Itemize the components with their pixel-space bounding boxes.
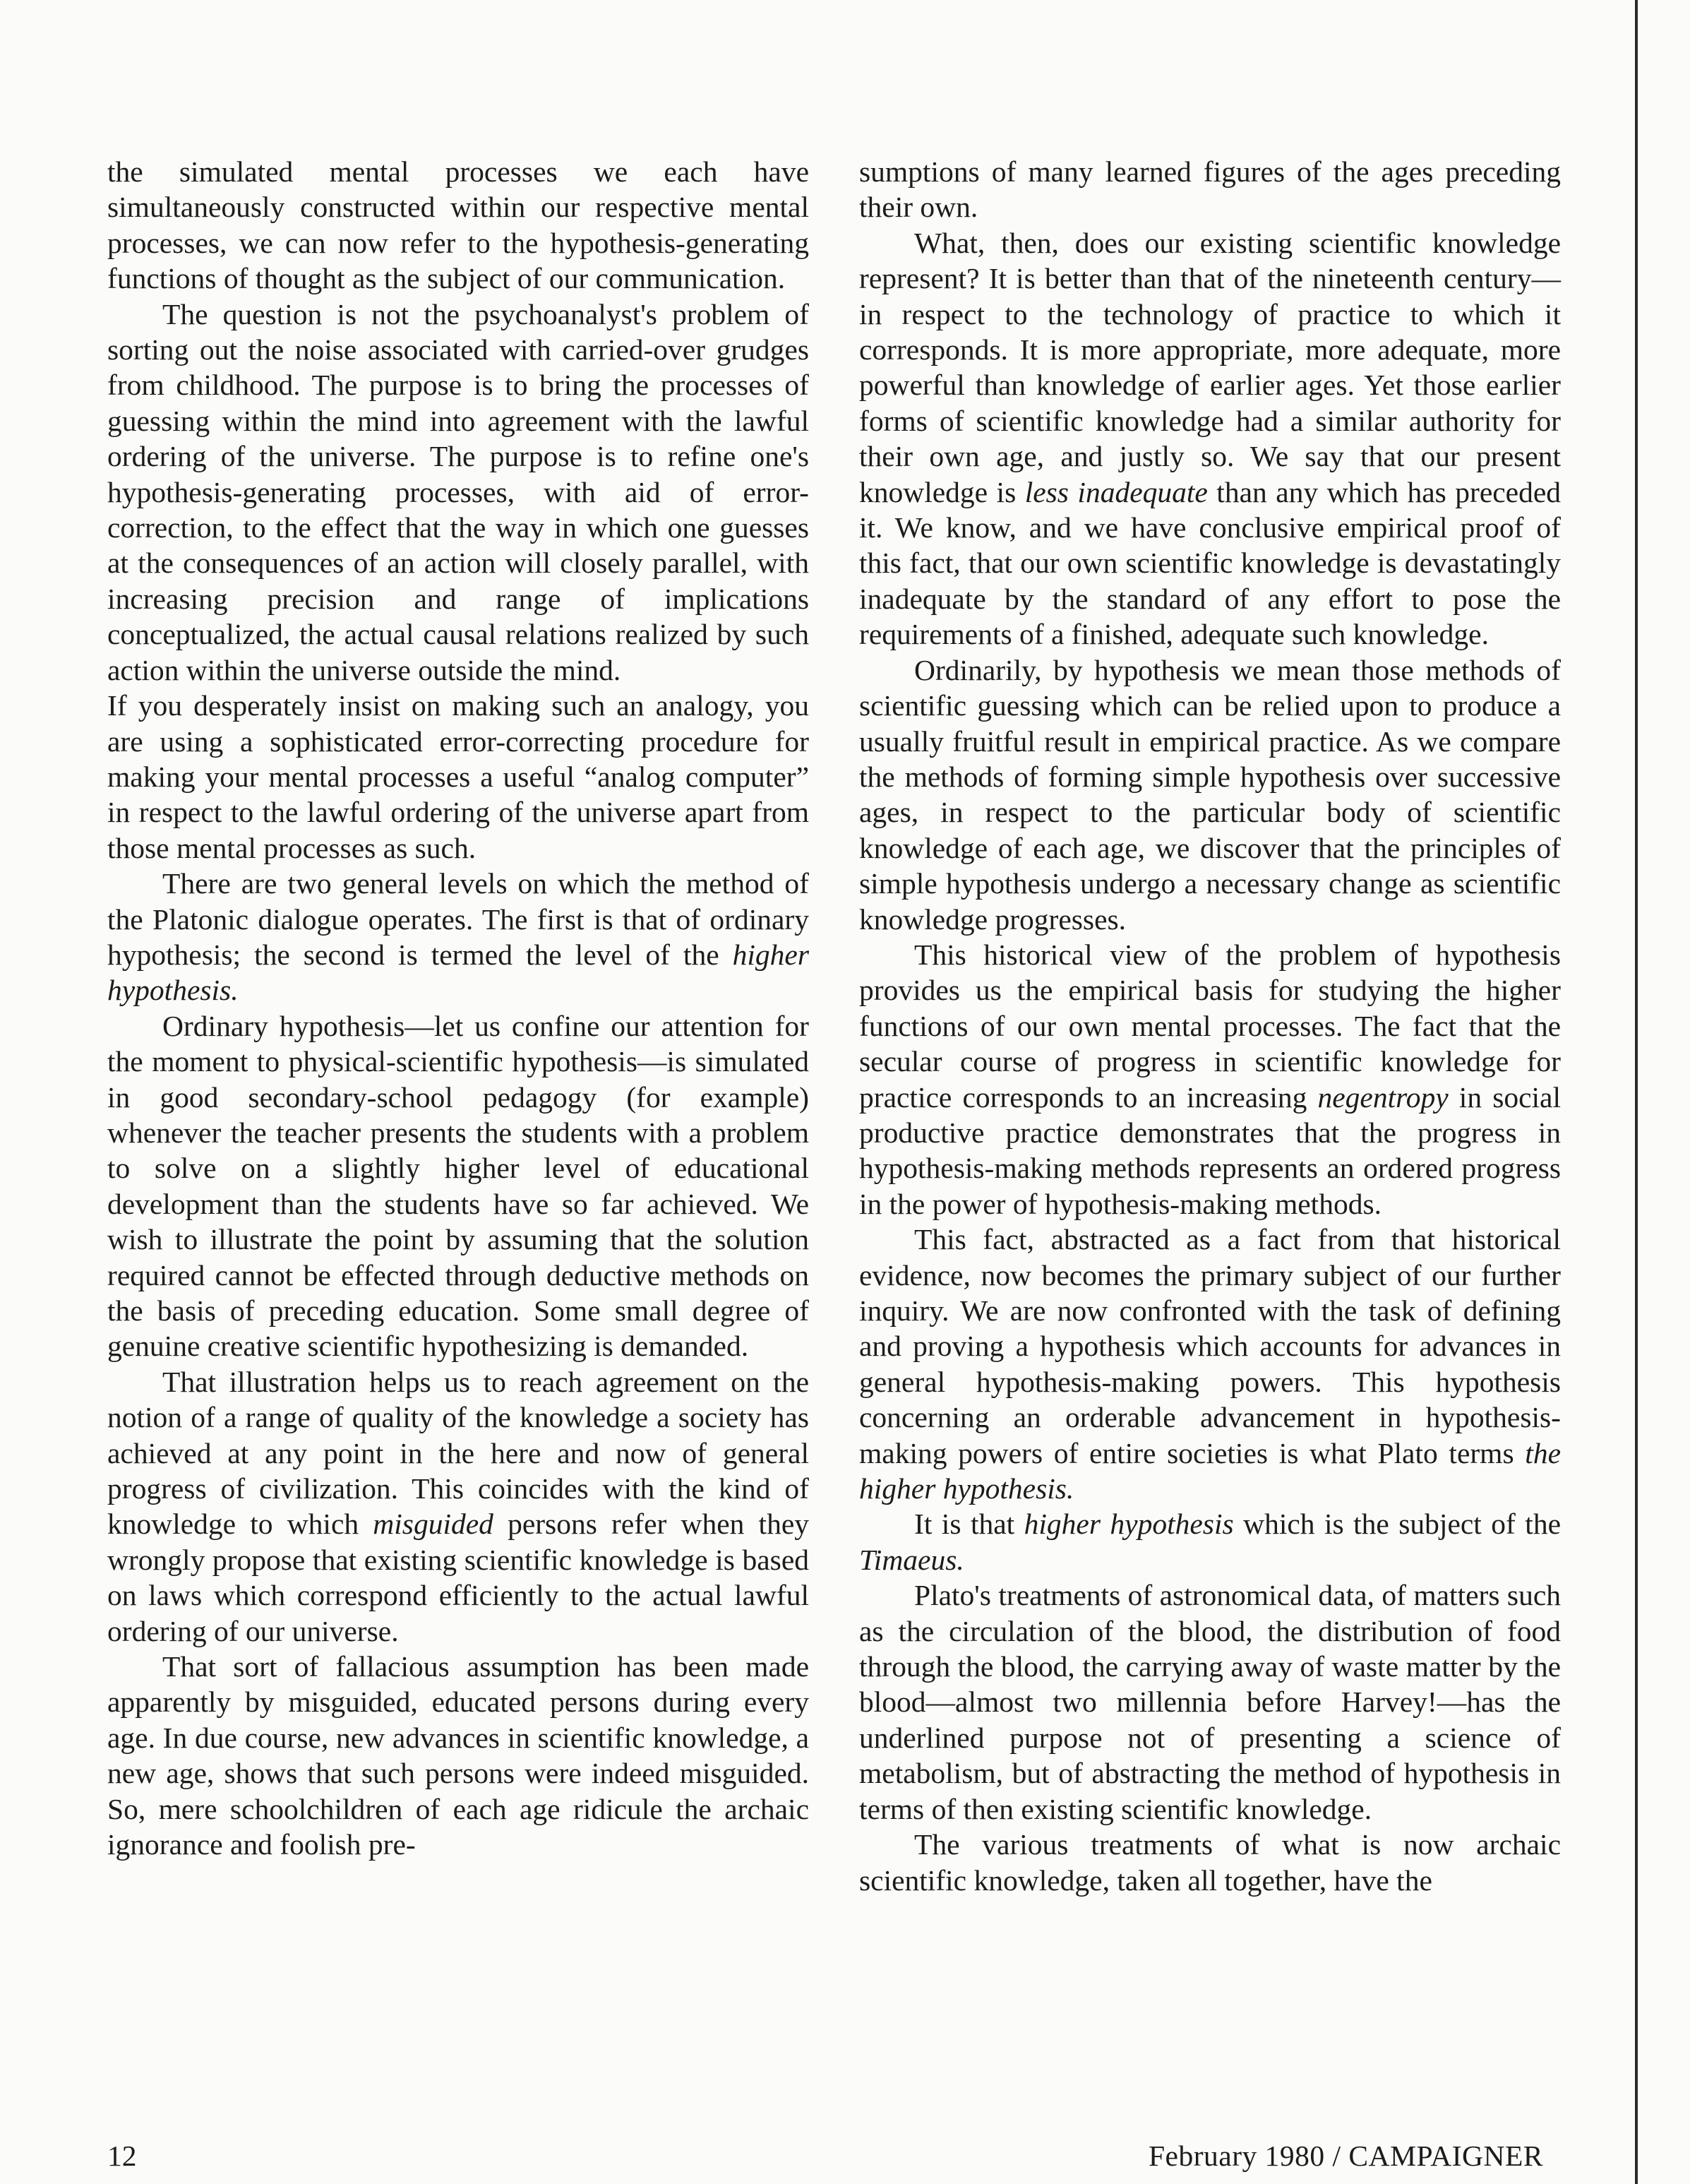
page-number: 12	[107, 2140, 137, 2172]
paragraph: That sort of fallacious assumption has been made apparently by misguided, educated persons during every age. In due course, new advances in scientific knowledge, a new age, shows that such persons were indeed misguided. So, mere schoolchildren of each age ridicule the archaic ignorance and foolish pre-	[107, 1650, 809, 1861]
paragraph: What, then, does our existing scientific knowledge represent? It is better than that of the nineteenth century—in respect to the technology of practice to which it corresponds. It is more appropriate, more adequate, more powerful than knowledge of earlier ages. Yet those earlier forms of scientific knowledge had a similar authority for their own age, and justly so. We say that our present knowledge is less inadequate than any which has preceded it. We know, and we have conclusive empirical proof of this fact, that our own scientific knowledge is devastatingly inadequate by the standard of any effort to pose the requirements of a finished, adequate such knowledge.	[859, 226, 1561, 651]
paragraph: It is that higher hypothesis which is the subject of the Timaeus.	[859, 1508, 1561, 1576]
right-column	[859, 154, 1561, 1898]
issue-line: February 1980 / CAMPAIGNER	[1148, 2140, 1543, 2172]
page-edge-rule	[1635, 0, 1638, 2184]
paragraph: the simulated mental processes we each have simultaneously constructed within our respective mental processes, we can now refer to the hypothesis-generating functions of thought as the subject of our communication.	[107, 155, 809, 295]
paragraph: This fact, abstracted as a fact from that historical evidence, now becomes the primary subject of our further inquiry. We are now confronted with the task of defining and proving a hypothesis which accounts for advances in general hypothesis-making powers. This hypothesis concerning an orderable advancement in hypothesis-making powers of entire societies is what Plato terms the higher hypothesis.	[859, 1223, 1561, 1505]
paragraph: That illustration helps us to reach agreement on the notion of a range of quality of the knowledge a society has achieved at any point in the here and now of general progress of civilization. This coincides with the kind of knowledge to which misguided persons refer when they wrongly propose that existing scientific knowledge is based on laws which correspond efficiently to the actual lawful ordering of our universe.	[107, 1365, 809, 1647]
paragraph: The question is not the psychoanalyst's problem of sorting out the noise associated with carried-over grudges from childhood. The purpose is to bring the processes of guessing within the mind into agreement with the lawful ordering of the universe. The purpose is to refine one's hypothesis-generating processes, with aid of error-correction, to the effect that the way in which one guesses at the consequences of an action will closely parallel, with increasing precision and range of implications conceptualized, the actual causal relations realized by such action within the universe outside the mind.	[107, 297, 809, 686]
paragraph: There are two general levels on which the method of the Platonic dialogue operates. The first is that of ordinary hypothesis; the second is termed the level of the higher hypothesis.	[107, 867, 809, 1007]
paragraph: Ordinarily, by hypothesis we mean those methods of scientific guessing which can be relied upon to produce a usually fruitful result in empirical practice. As we compare the methods of forming simple hypothesis over successive ages, in respect to the particular body of scientific knowledge of each age, we discover that the principles of simple hypothesis undergo a necessary change as scientific knowledge progresses.	[859, 653, 1561, 936]
paragraph: Plato's treatments of astronomical data, of matters such as the circulation of the blood, the distribution of food through the blood, the carrying away of waste matter by the blood—almost two millennia before Harvey!—has the underlined purpose not of presenting a science of metabolism, but of abstracting the method of hypothesis in terms of then existing scientific knowledge.	[859, 1579, 1561, 1825]
paragraph: The various treatments of what is now archaic scientific knowledge, taken all together, have the	[859, 1828, 1561, 1897]
paragraph: Ordinary hypothesis—let us confine our attention for the moment to physical-scientific hypothesis—is simulated in good secondary-school pedagogy (for example) whenever the teacher presents the students with a problem to solve on a slightly higher level of educational development than the students have so far achieved. We wish to illustrate the point by assuming that the solution required cannot be effected through deductive methods on the basis of preceding education. Some small degree of genuine creative scientific hypothesizing is demanded.	[107, 1009, 809, 1363]
paragraph: If you desperately insist on making such an analogy, you are using a sophisticated error-correcting procedure for making your mental processes a useful “analog computer” in respect to the lawful ordering of the universe apart from those mental processes as such.	[107, 689, 809, 864]
paragraph: This historical view of the problem of hypothesis provides us the empirical basis for studying the higher functions of our own mental processes. The fact that the secular course of progress in scientific knowledge for practice corresponds to an increasing negentropy in social productive practice demonstrates that the progress in hypothesis-making methods represents an ordered progress in the power of hypothesis-making methods.	[859, 938, 1561, 1220]
left-column	[107, 154, 809, 1863]
paragraph: sumptions of many learned figures of the ages preceding their own.	[859, 155, 1561, 224]
